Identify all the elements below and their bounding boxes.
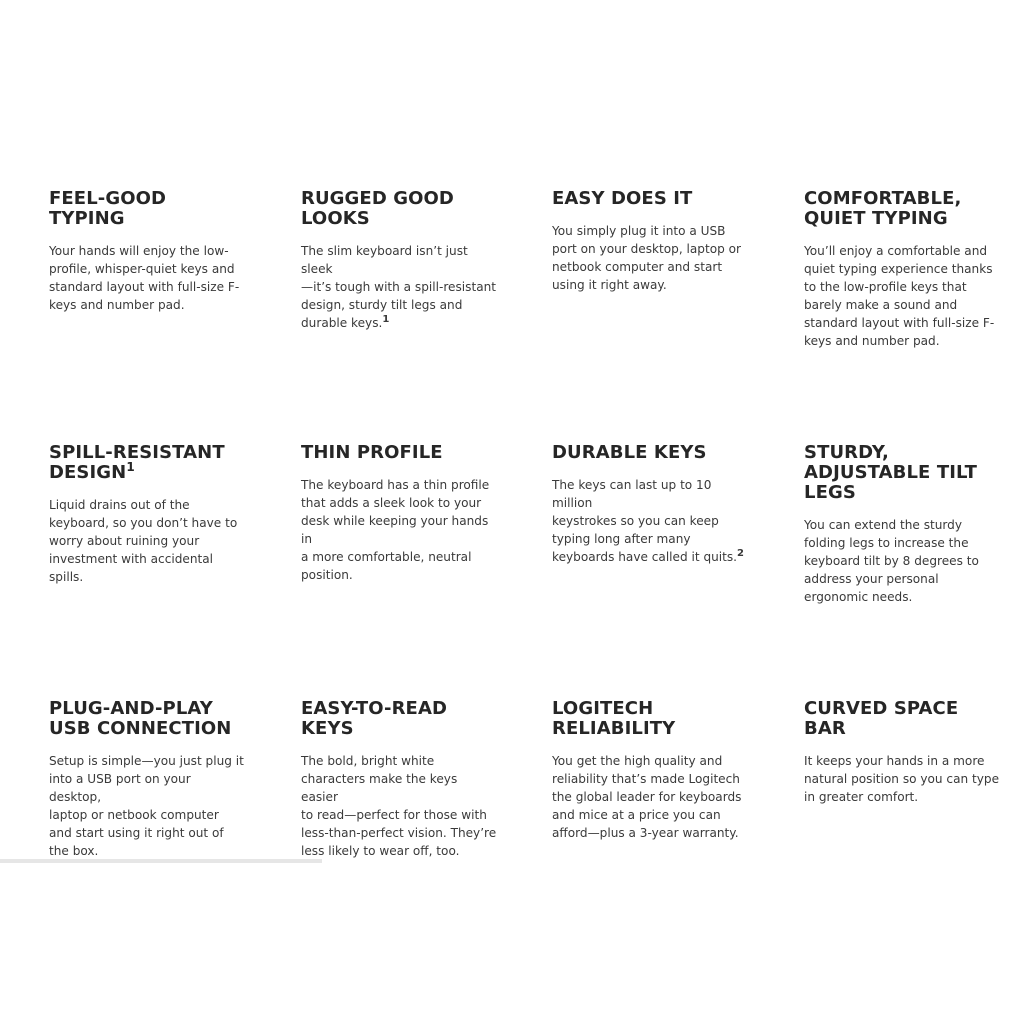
feature-title: FEEL-GOOD TYPING [49,188,167,229]
feature-easy-does-it [552,189,748,294]
feature-title: STURDY, ADJUSTABLE TILT LEGS [804,442,977,503]
feature-sturdy-adjustable-tilt-legs [804,443,1004,606]
feature-curved-space-bar [804,699,1004,806]
feature-feel-good-typing [49,189,245,314]
feature-description: Liquid drains out of the keyboard, so you don’t have to worry about ruining your investment with accidental spills. [49,498,238,584]
feature-title: LOGITECH RELIABILITY [552,698,676,739]
feature-title: RUGGED GOOD LOOKS [301,188,454,229]
feature-easy-to-read-keys [301,699,497,860]
feature-description: It keeps your hands in a more natural position so you can type in greater comfort. [804,754,1000,804]
feature-description: You simply plug it into a USB port on your desktop, laptop or netbook computer and start using it right away. [552,224,741,292]
feature-description: You get the high quality and reliability that’s made Logitech the global leader for keyboards and mice at a price you can afford—plus a 3-year warranty. [552,754,742,840]
feature-title: THIN PROFILE [301,442,443,463]
footnote-marker: 2 [737,547,745,559]
feature-spill-resistant-design [49,443,245,586]
footnote-marker: 1 [382,313,390,325]
feature-description: Your hands will enjoy the low- profile, whisper-quiet keys and standard layout with full-size F- keys and number pad. [49,244,240,312]
horizontal-scrollbar[interactable] [0,859,322,863]
feature-title: CURVED SPACE BAR [804,698,959,739]
feature-description: The bold, bright white characters make the keys easier to read—perfect for those with less-than-perfect vision. They’re less likely to wear off, too. [301,754,497,858]
feature-description: You’ll enjoy a comfortable and quiet typing experience thanks to the low-profile keys that barely make a sound and standard layout with full-size F- keys and number pad. [804,244,995,348]
feature-description: The slim keyboard isn’t just sleek —it’s tough with a spill-resistant design, sturdy tilt legs and durable keys.$^1$ [301,244,497,330]
feature-description: Setup is simple—you just plug it into a USB port on your desktop, laptop or netbook computer and start using it right out of the box. [49,754,244,858]
feature-logitech-reliability [552,699,748,842]
footnote-marker: 1 [126,460,135,474]
feature-title: DURABLE KEYS [552,442,707,463]
feature-durable-keys [552,443,748,566]
feature-comfortable-quiet-typing [804,189,1004,350]
feature-description: The keys can last up to 10 million keystrokes so you can keep typing long after many keyboards have called it quits.$^2$ [552,478,745,564]
feature-description: You can extend the sturdy folding legs to increase the keyboard tilt by 8 degrees to address your personal ergonomic needs. [804,518,979,604]
feature-plug-and-play-usb-connection [49,699,245,860]
feature-title: COMFORTABLE, QUIET TYPING [804,188,962,229]
feature-title: EASY-TO-READ KEYS [301,698,448,739]
feature-rugged-good-looks [301,189,497,332]
feature-title: PLUG-AND-PLAY USB CONNECTION [49,698,232,739]
feature-title: EASY DOES IT [552,188,693,209]
feature-description: The keyboard has a thin profile that adds a sleek look to your desk while keeping your hands in a more comfortable, neutral position. [301,478,490,582]
feature-title: SPILL-RESISTANT DESIGN$^1$ [49,442,225,483]
feature-thin-profile [301,443,497,584]
